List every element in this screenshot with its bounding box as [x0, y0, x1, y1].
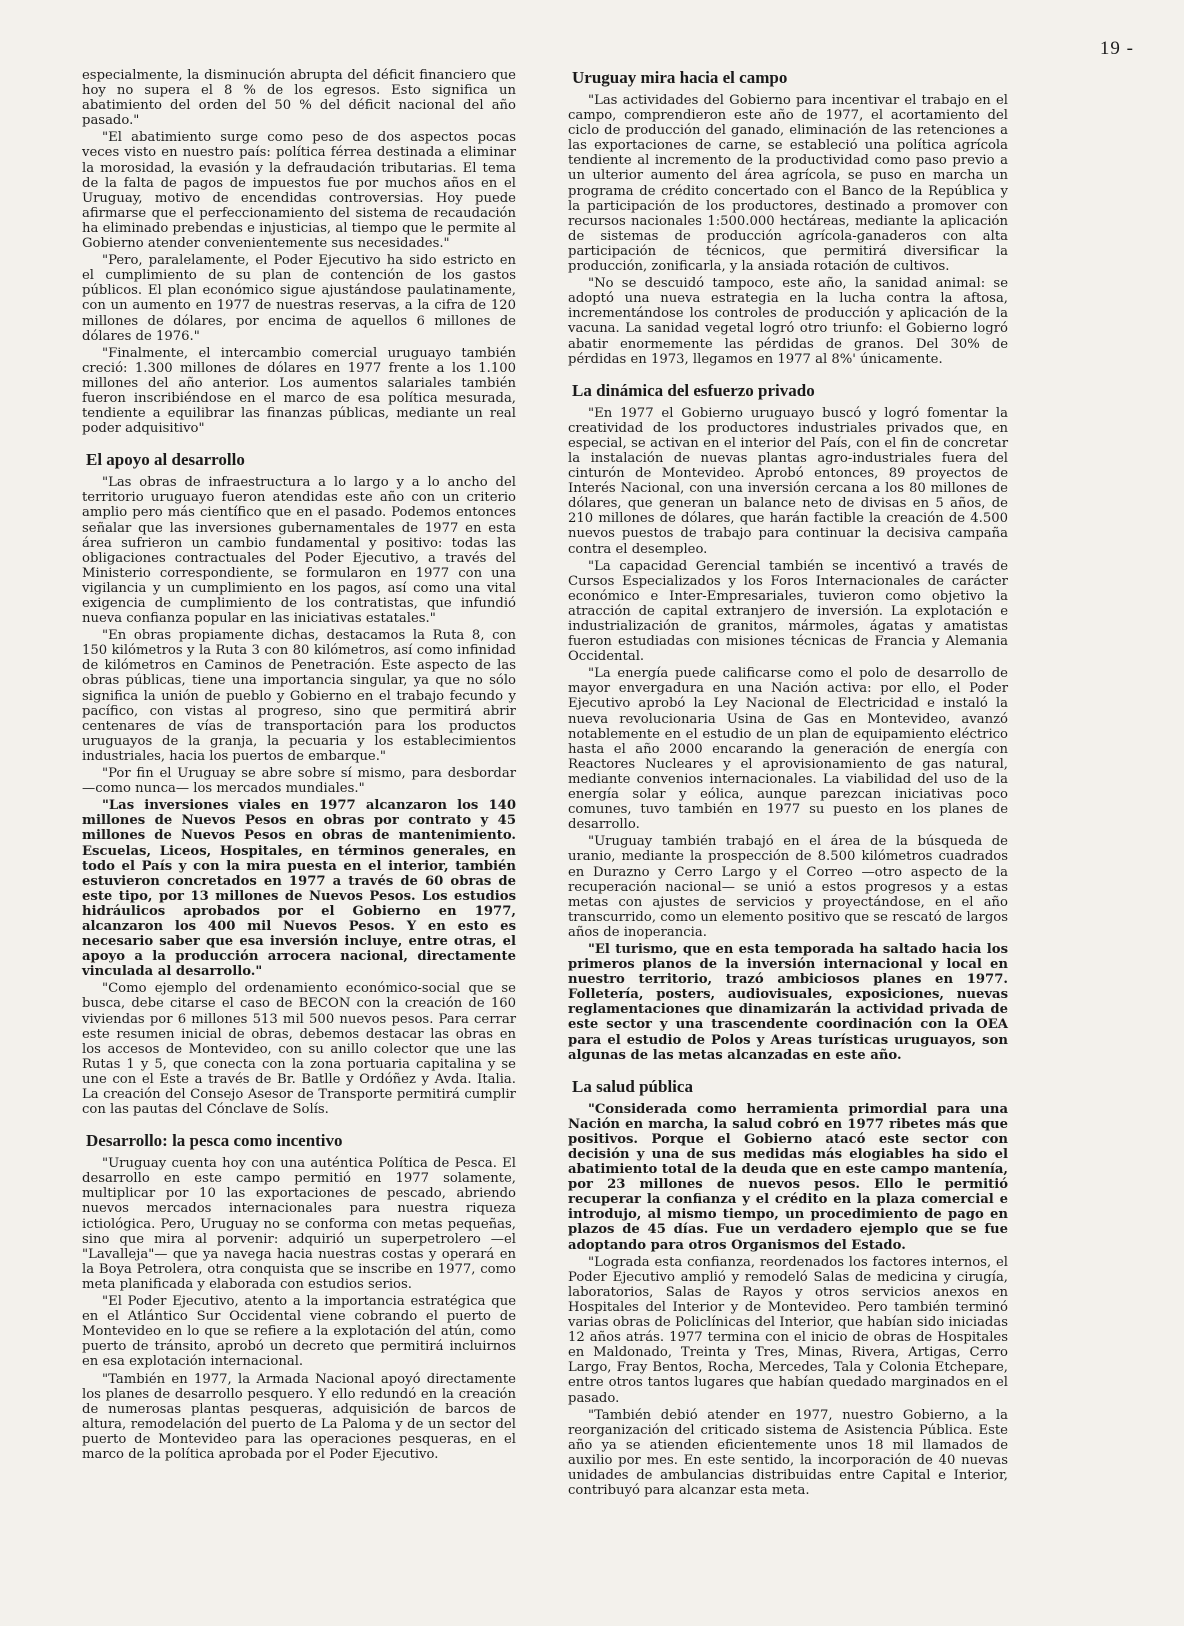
- paragraph: "No se descuidó tampoco, este año, la sanidad animal: se adoptó una nueva estrategia en la lucha contra la aftosa, incrementándose los controles de producción y aplicación de la vacuna. La sanidad vegetal logró otro triunfo: el Gobierno logró abatir enormemente las pérdidas de granos. Del 30% de pérdidas en 1973, llegamos en 1977 al 8%' únicamente.: [568, 276, 1008, 367]
- paragraph: "La capacidad Gerencial también se incentivó a través de Cursos Especializados y los Foros Internacionales de carácter económico e Inter-Empresariales, tuvieron como objetivo la atracción de capital extranjero de inversión. La explotación e industrialización de granitos, mármoles, ágatas y amatistas fueron estudiadas con misiones técnicas de Francia y Alemania Occidental.: [568, 558, 1008, 665]
- section-heading: La salud pública: [572, 1076, 693, 1096]
- paragraph: "Las obras de infraestructura a lo largo y a lo ancho del territorio uruguayo fueron atendidas este año con un criterio amplio pero más científico que en el pasado. Podemos entonces señalar que las inversiones gubernamentales de 1977 en esta área sufrieron un cambio fundamental y positivo: todas las obligaciones contractuales del Poder Ejecutivo, a través del Ministerio correspondiente, se formularon en 1977 con una vigilancia y un cumplimiento en los pagos, así como una vital exigencia de cumplimiento de los contratistas, que infundió nueva confianza popular en las iniciativas estatales.": [82, 475, 516, 627]
- right-column: [568, 68, 1008, 1500]
- section-heading: La dinámica del esfuerzo privado: [572, 380, 815, 400]
- paragraph: "El abatimiento surge como peso de dos aspectos pocas veces visto en nuestro país: política férrea destinada a eliminar la morosidad, la evasión y la defraudación tributarias. El tema de la falta de pagos de impuestos fue por muchos años en el Uruguay, motivo de encendidas controversias. Hoy puede afirmarse que el perfeccionamiento del sistema de recaudación ha eliminado prebendas e injusticias, al tiempo que le permite al Gobierno atender convenientemente sus necesidades.": [82, 130, 516, 252]
- page-number: 19 -: [1099, 38, 1134, 59]
- paragraph: "Uruguay también trabajó en el área de la búsqueda de uranio, mediante la prospección de 8.500 kilómetros cuadrados en Durazno y Cerro Largo y el Correo —otro aspecto de la recuperación nacional— se unió a estos progresos y a estas metas con ajustes de servicios y proyectándose, en el año transcurrido, como un elemento positivo que se rescató de largos años de inoperancia.: [568, 834, 1008, 940]
- paragraph: "Como ejemplo del ordenamiento económico-social que se busca, debe citarse el caso de BECON con la creación de 160 viviendas por 6 millones 513 mil 500 nuevos pesos. Para cerrar este resumen inicial de obras, debemos destacar las obras en los accesos de Montevideo, con su anillo colector que une las Rutas 1 y 5, que conecta con la zona portuaria capitalina y se une con el Este a través de Br. Batlle y Ordóñez y Avda. Italia. La creación del Consejo Asesor de Transporte permitirá cumplir con las pautas del Cónclave de Solís.: [82, 981, 516, 1118]
- paragraph: "Finalmente, el intercambio comercial uruguayo también creció: 1.300 millones de dólares en 1977 frente a los 1.100 millones del año anterior. Los aumentos salariales también fueron inscribiéndose en el marco de esa política mesurada, tendiente a equilibrar las finanzas públicas, mediante un real poder adquisitivo": [82, 345, 516, 437]
- paragraph: "Lograda esta confianza, reordenados los factores internos, el Poder Ejecutivo amplió y remodeló Salas de medicina y cirugía, laboratorios, Salas de Rayos y otros servicios anexos en Hospitales del Interior y de Montevideo. Pero también terminó varias obras de Policlínicas del Interior, que habían sido iniciadas 12 años atrás. 1977 termina con el inicio de obras de Hospitales en Maldonado, Treinta y Tres, Minas, Rivera, Artigas, Cerro Largo, Fray Bentos, Rocha, Mercedes, Tala y Colonia Etchepare, entre otros tantos lugares que habían quedado marginados en el pasado.: [568, 1254, 1008, 1406]
- paragraph: "Considerada como herramienta primordial para una Nación en marcha, la salud cobró en 1977 ribetes más que positivos. Porque el Gobierno atacó este sector con decisión y una de sus medidas más elogiables ha sido el abatimiento total de la deuda que en este campo mantenía, por 23 millones de nuevos pesos. Ello le permitió recuperar la confianza y el crédito en la plaza comercial e introdujo, al mismo tiempo, un procedimiento de pago en plazos de 45 días. Fue un verdadero ejemplo que se fue adoptando para otros Organismos del Estado.: [568, 1101, 1008, 1253]
- paragraph: especialmente, la disminución abrupta del déficit financiero que hoy no supera el 8 % de los egresos. Esto significa un abatimiento del orden del 50 % del déficit nacional del año pasado.": [82, 68, 516, 129]
- paragraph: "Las actividades del Gobierno para incentivar el trabajo en el campo, comprendieron este año de 1977, el acortamiento del ciclo de producción del ganado, eliminación de las retenciones a las exportaciones de carne, se estableció una política agrícola tendiente al incremento de la productividad como paso previo a un ulterior aumento del área agrícola, se puso en marcha un programa de crédito concertado con el Banco de la República y la participación de los productores, destinado a promover con recursos nacionales 1:500.000 hectáreas, mediante la aplicación de sistemas de producción agrícola-ganaderos con alta participación de técnicos, que permitirá diversificar la producción, zonificarla, y la ansiada rotación de cultivos.: [568, 93, 1008, 275]
- paragraph: "También en 1977, la Armada Nacional apoyó directamente los planes de desarrollo pesquero. Y ello redundó en la creación de numerosas plantas pesqueras, adquisición de barcos de altura, remodelación del puerto de La Paloma y de un sector del puerto de Montevideo para las operaciones pesqueras, en el marco de la política aprobada por el Poder Ejecutivo.: [82, 1371, 516, 1462]
- section-heading: El apoyo al desarrollo: [86, 450, 245, 470]
- paragraph: "Pero, paralelamente, el Poder Ejecutivo ha sido estricto en el cumplimiento de su plan de contención de los gastos públicos. El plan económico sigue ajustándose paulatinamente, con un aumento en 1977 de nuestras reservas, a la cifra de 120 millones de dólares, por encima de aquellos 6 millones de dólares de 1976.": [82, 253, 516, 344]
- paragraph: "Uruguay cuenta hoy con una auténtica Política de Pesca. El desarrollo en este campo permitió en 1977 solamente, multiplicar por 10 las exportaciones de pescado, abriendo nuevos mercados internacionales para nuestra riqueza ictiológica. Pero, Uruguay no se conforma con metas pequeñas, sino que mira al porvenir: adquirió un superpetrolero —el "Lavalleja"— que ya navega hacia nuestras costas y operará en la Boya Petrolera, otra conquista que se inscribe en 1977, como meta planificada y elaborada con estudios serios.: [82, 1156, 516, 1292]
- paragraph: "La energía puede calificarse como el polo de desarrollo de mayor envergadura en una Nación activa: por ello, el Poder Ejecutivo aprobó la Ley Nacional de Electricidad e instaló la nueva revolucionaria Usina de Gas en Montevideo, avanzó notablemente en el estudio de un plan de equipamiento eléctrico hasta el año 2000 encarando la generación de energía con Reactores Nucleares y el aprovisionamiento de gas natural, mediante convenios internacionales. La viabilidad del uso de la energía solar y eólica, aunque parezcan iniciativas poco comunes, tuvo también en 1977 su puesto en los planes de desarrollo.: [568, 666, 1008, 833]
- section-heading: Desarrollo: la pesca como incentivo: [86, 1131, 343, 1151]
- paragraph: "Por fin el Uruguay se abre sobre sí mismo, para desbordar —como nunca— los mercados mundiales.": [82, 766, 516, 797]
- paragraph: "En 1977 el Gobierno uruguayo buscó y logró fomentar la creatividad de los productores industriales privados que, en especial, se activan en el interior del País, con el fin de concretar la instalación de nuevas plantas agro-industriales fuera del cinturón de Montevideo. Aprobó entonces, 89 proyectos de Interés Nacional, con una inversión cercana a los 80 millones de dólares, que generan un balance neto de divisas en 5 años, de 210 millones de dólares, que harán factible la creación de 4.500 nuevos puestos de trabajo para continuar la decisiva campaña contra el desempleo.: [568, 405, 1008, 557]
- paragraph: "El turismo, que en esta temporada ha saltado hacia los primeros planos de la inversión internacional y local en nuestro territorio, trazó ambiciosos planes en 1977. Folletería, posters, audiovisuales, exposiciones, nuevas reglamentaciones que dinamizarán la actividad privada de este sector y una trascendente coordinación con la OEA para el estudio de Polos y Areas turísticas uruguayos, son algunas de las metas alcanzadas en este año.: [568, 941, 1008, 1063]
- paragraph: "Las inversiones viales en 1977 alcanzaron los 140 millones de Nuevos Pesos en obras por contrato y 45 millones de Nuevos Pesos en obras de mantenimiento. Escuelas, Liceos, Hospitales, en términos generales, en todo el País y con la mira puesta en el interior, también estuvieron concretados en 1977 a través de 60 obras de este tipo, por 13 millones de Nuevos Pesos. Los estudios hidráulicos aprobados por el Gobierno en 1977, alcanzaron los 400 mil Nuevos Pesos. Y en esto es necesario saber que esa inversión incluye, entre otras, el apoyo a la producción arrocera nacional, directamente vinculada al desarrollo.": [82, 798, 516, 980]
- section-heading: Uruguay mira hacia el campo: [572, 68, 788, 87]
- paragraph: "También debió atender en 1977, nuestro Gobierno, a la reorganización del criticado sistema de Asistencia Pública. Este año ya se atienden eficientemente unos 18 mil llamados de auxilio por mes. En este sentido, la incorporación de 40 nuevas unidades de ambulancias distribuidas entre Capital e Interior, contribuyó para alcanzar esta meta.: [568, 1407, 1008, 1499]
- paragraph: "En obras propiamente dichas, destacamos la Ruta 8, con 150 kilómetros y la Ruta 3 con 80 kilómetros, así como infinidad de kilómetros en Caminos de Penetración. Este aspecto de las obras públicas, tiene una importancia singular, ya que no sólo significa la unión de pueblo y Gobierno en el trabajo fecundo y pacífico, con vistas al progreso, sino que permitirá abrir centenares de vías de transportación para los productos uruguayos de la granja, la pecuaria y los establecimientos industriales, hacia los puertos de embarque.": [82, 628, 516, 764]
- paragraph: "El Poder Ejecutivo, atento a la importancia estratégica que en el Atlántico Sur Occidental viene cobrando el puerto de Montevideo en lo que se refiere a la explotación del atún, como puerto de tránsito, aprobó un decreto que permitirá incluirnos en esa explotación internacional.: [82, 1294, 516, 1370]
- left-column: [82, 68, 516, 1464]
